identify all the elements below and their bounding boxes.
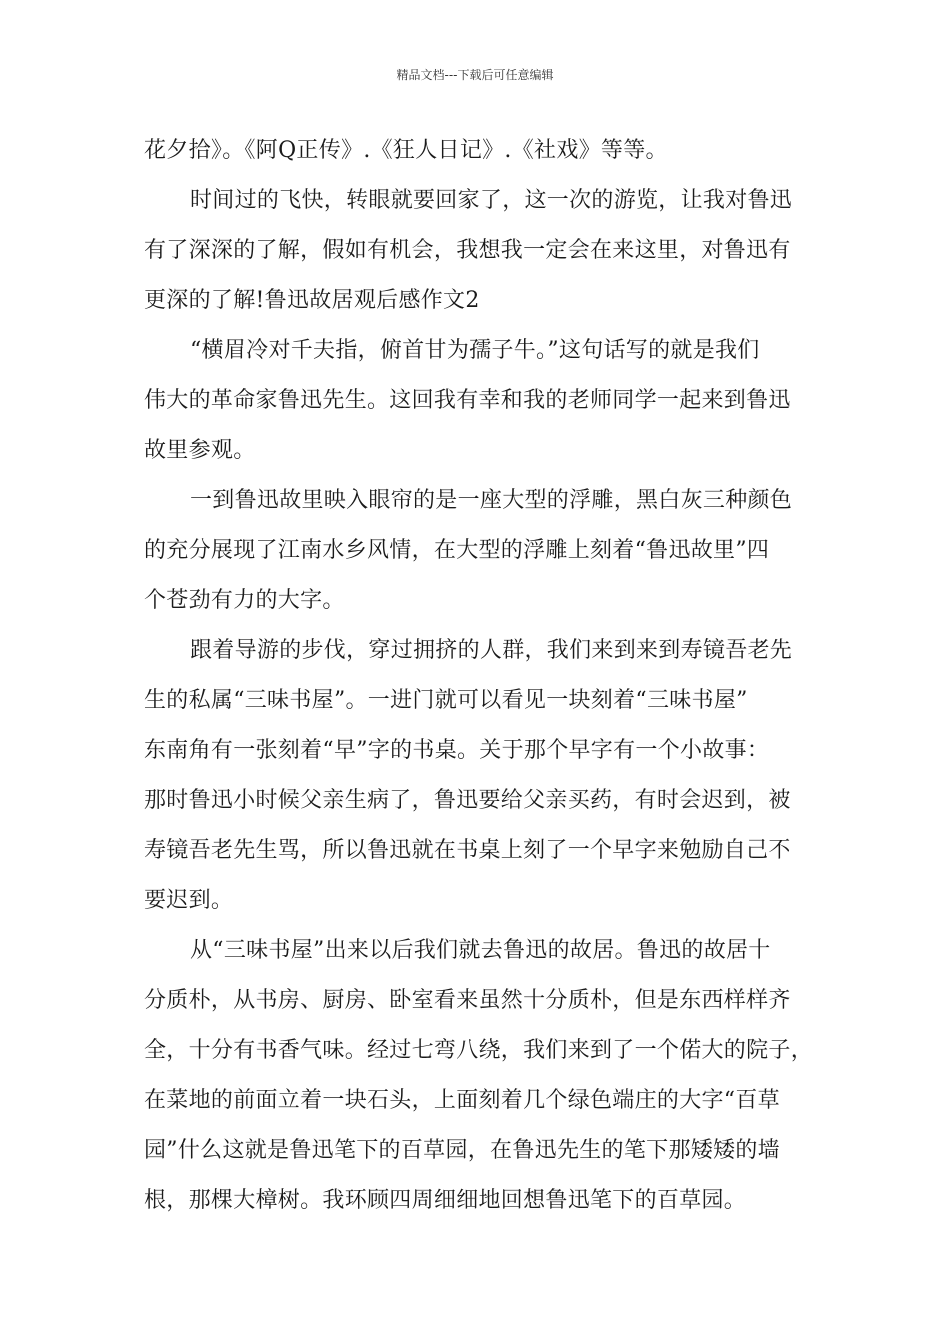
- text-line: 的充分展现了江南水乡风情，在大型的浮雕上刻着“鲁迅故里”四: [144, 538, 770, 563]
- text-line: 分质朴，从书房、厨房、卧室看来虽然十分质朴，但是东西样样齐: [144, 988, 791, 1013]
- text-line: 时间过的飞快，转眼就要回家了，这一次的游览，让我对鲁迅: [190, 188, 793, 213]
- text-line: 全，十分有书香气味。经过七弯八绕，我们来到了一个偌大的院子，: [144, 1038, 814, 1063]
- text-line: “横眉冷对千夫指，俯首甘为孺子牛。”这句话写的就是我们: [190, 338, 760, 363]
- text-line: 有了深深的了解，假如有机会，我想我一定会在来这里，对鲁迅有: [144, 238, 791, 263]
- text-line: 更深的了解!鲁迅故居观后感作文2: [144, 288, 480, 313]
- text-line: 故里参观。: [144, 438, 256, 463]
- text-line: 生的私属“三味书屋”。一进门就可以看见一块刻着“三味书屋”: [144, 688, 748, 713]
- text-line: 园”什么这就是鲁迅笔下的百草园，在鲁迅先生的笔下那矮矮的墙: [144, 1138, 780, 1163]
- text-line: 个苍劲有力的大字。: [144, 588, 345, 613]
- text-line: 花夕拾》。《阿Q正传》.《狂人日记》.《社戏》等等。: [144, 138, 668, 163]
- text-line: 一到鲁迅故里映入眼帘的是一座大型的浮雕，黑白灰三种颜色: [190, 488, 793, 513]
- text-line: 跟着导游的步伐，穿过拥挤的人群，我们来到来到寿镜吾老先: [190, 638, 793, 663]
- text-line: 在菜地的前面立着一块石头，上面刻着几个绿色端庄的大字“百草: [144, 1088, 780, 1113]
- text-line: 东南角有一张刻着“早”字的书桌。关于那个早字有一个小故事：: [144, 738, 770, 763]
- text-line: 根，那棵大樟树。我环顾四周细细地回想鲁迅笔下的百草园。: [144, 1188, 747, 1213]
- text-line: 从“三味书屋”出来以后我们就去鲁迅的故居。鲁迅的故居十: [190, 938, 771, 963]
- text-line: 伟大的革命家鲁迅先生。这回我有幸和我的老师同学一起来到鲁迅: [144, 388, 791, 413]
- document-body: [144, 126, 820, 1226]
- text-line: 要迟到。: [144, 888, 234, 913]
- text-line: 寿镜吾老先生骂，所以鲁迅就在书桌上刻了一个早字来勉励自己不: [144, 838, 791, 863]
- page-header: 精品文档---下载后可任意编辑: [396, 68, 554, 82]
- text-line: 那时鲁迅小时候父亲生病了，鲁迅要给父亲买药，有时会迟到，被: [144, 788, 791, 813]
